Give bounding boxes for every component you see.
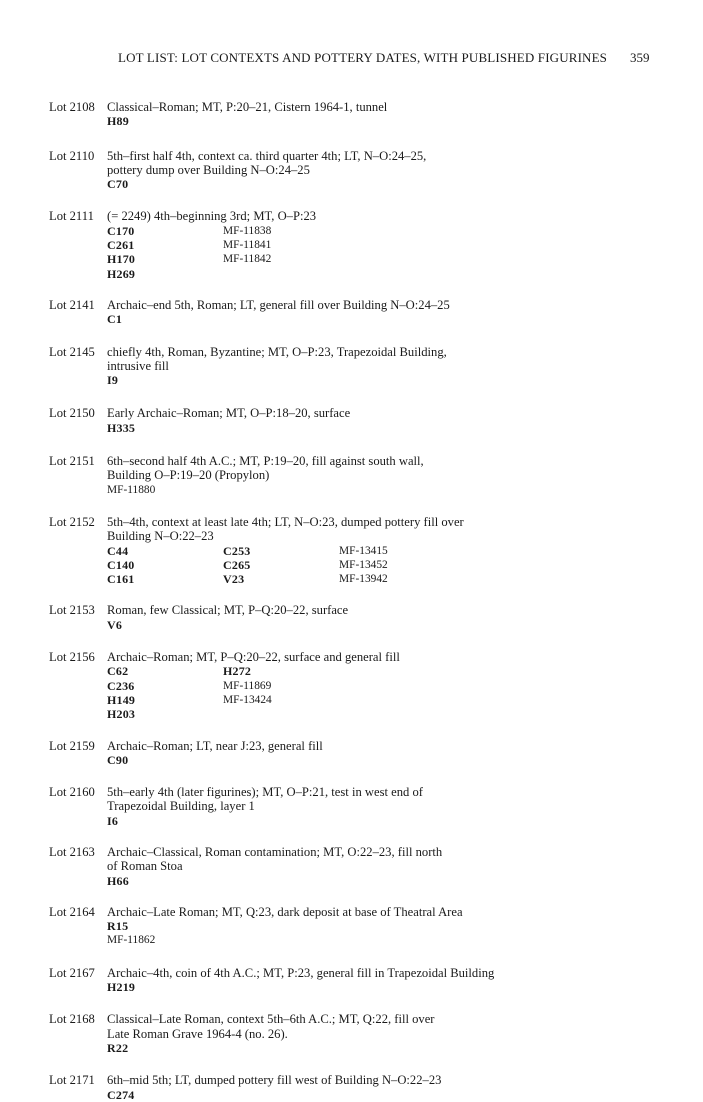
running-header	[0, 50, 703, 70]
lot-body	[107, 345, 507, 388]
lot-number: Lot 2111	[49, 209, 94, 224]
lot-body	[107, 650, 507, 721]
mf-inventory-number: MF-11842	[223, 253, 272, 266]
lot-body	[107, 603, 507, 632]
lot-entry	[0, 785, 703, 828]
lot-description-line: Archaic–Late Roman; MT, Q:23, dark deposit at base of Theatral Area	[107, 904, 463, 919]
mf-inventory-number: MF-11869	[223, 679, 272, 692]
figurine-list	[107, 919, 507, 948]
lot-entry	[0, 345, 703, 388]
figurine-catalog-number: C140	[107, 557, 135, 572]
mf-inventory-number: MF-13424	[223, 693, 272, 706]
figurine-list	[107, 224, 507, 281]
lot-number: Lot 2153	[49, 603, 95, 618]
mf-inventory-number: MF-13942	[339, 573, 388, 586]
lot-description-line: Building O–P:19–20 (Propylon)	[107, 468, 270, 483]
figurine-catalog-number: H66	[107, 873, 129, 888]
lot-body	[107, 406, 507, 435]
figurine-catalog-number: I6	[107, 813, 119, 828]
figurine-catalog-number: R15	[107, 919, 129, 934]
lot-number: Lot 2159	[49, 738, 95, 753]
figurine-list	[107, 618, 507, 632]
figurine-catalog-number: C253	[223, 543, 251, 558]
lot-description-line: of Roman Stoa	[107, 859, 183, 874]
lot-description-line: Building N–O:22–23	[107, 529, 214, 544]
figurine-catalog-number: H219	[107, 980, 136, 995]
figurine-catalog-number: H269	[107, 266, 136, 281]
lot-description-line: 5th–4th, context at least late 4th; LT, N–O:23, dumped pottery fill over	[107, 514, 464, 529]
mf-inventory-number: MF-13452	[339, 558, 388, 571]
figurine-catalog-number: C62	[107, 664, 129, 679]
lot-description-line: Classical–Roman; MT, P:20–21, Cistern 1964-1, tunnel	[107, 100, 388, 114]
figurine-catalog-number: C236	[107, 678, 135, 693]
figurine-catalog-number: H203	[107, 707, 136, 722]
page-header-title: LOT LIST: LOT CONTEXTS AND POTTERY DATES, WITH PUBLISHED FIGURINES	[118, 50, 608, 65]
lot-number: Lot 2145	[49, 344, 95, 359]
figurine-catalog-number: C44	[107, 543, 129, 558]
lot-number: Lot 2141	[49, 297, 95, 312]
lot-body	[107, 209, 507, 280]
lot-entry	[0, 209, 703, 280]
lot-description-line: Trapezoidal Building, layer 1	[107, 799, 255, 814]
page-number: 359	[630, 50, 650, 65]
lot-body	[107, 515, 507, 586]
lot-number: Lot 2168	[49, 1012, 95, 1027]
lot-description-line: 6th–second half 4th A.C.; MT, P:19–20, fill against south wall,	[107, 454, 424, 469]
figurine-catalog-number: H89	[107, 114, 129, 129]
lot-description-line: Classical–Late Roman, context 5th–6th A.C.; MT, Q:22, fill over	[107, 1012, 435, 1027]
mf-inventory-number: MF-11862	[107, 934, 156, 947]
figurine-catalog-number: C261	[107, 238, 135, 253]
lot-body	[107, 739, 507, 768]
lot-number: Lot 2163	[49, 844, 95, 859]
lot-description-line: pottery dump over Building N–O:24–25	[107, 162, 310, 177]
lot-description-line: Archaic–Classical, Roman contamination; MT, O:22–23, fill north	[107, 844, 443, 859]
figurine-catalog-number: V6	[107, 617, 123, 632]
figurine-catalog-number: C265	[223, 557, 251, 572]
figurine-catalog-number: C161	[107, 572, 135, 587]
figurine-catalog-number: H170	[107, 252, 136, 267]
lot-description-line: 5th–first half 4th, context ca. third quarter 4th; LT, N–O:24–25,	[107, 148, 427, 163]
lot-body	[107, 966, 507, 995]
lot-body	[107, 1012, 507, 1055]
figurine-list	[107, 1088, 507, 1102]
lot-entry	[0, 603, 703, 632]
lot-description-line: Late Roman Grave 1964-4 (no. 26).	[107, 1026, 288, 1041]
lot-description-line: Early Archaic–Roman; MT, O–P:18–20, surface	[107, 406, 351, 421]
figurine-list	[107, 980, 507, 994]
lot-body	[107, 785, 507, 828]
figurine-list	[107, 664, 507, 721]
lot-description-line: intrusive fill	[107, 358, 169, 373]
figurine-catalog-number: C170	[107, 223, 135, 238]
lot-body	[107, 845, 507, 888]
figurine-catalog-number: C90	[107, 752, 129, 767]
lot-description-line: Archaic–Roman; MT, P–Q:20–22, surface and general fill	[107, 650, 400, 665]
figurine-catalog-number: H149	[107, 692, 136, 707]
figurine-catalog-number: C274	[107, 1087, 135, 1102]
lot-description-line: 6th–mid 5th; LT, dumped pottery fill west of Building N–O:22–23	[107, 1073, 442, 1088]
lot-entry	[0, 149, 703, 192]
lot-number: Lot 2151	[49, 454, 95, 469]
figurine-list	[107, 373, 507, 387]
lot-number: Lot 2150	[49, 406, 95, 421]
mf-inventory-number: MF-11880	[107, 483, 156, 496]
lot-description-line: Archaic–end 5th, Roman; LT, general fill over Building N–O:24–25	[107, 297, 450, 312]
figurine-list	[107, 177, 507, 191]
lot-list	[0, 82, 703, 1102]
lot-description-line: 5th–early 4th (later figurines); MT, O–P:21, test in west end of	[107, 785, 423, 800]
lot-body	[107, 454, 507, 497]
lot-entry	[0, 845, 703, 888]
lot-entry	[0, 739, 703, 768]
lot-body	[107, 100, 507, 129]
lot-number: Lot 2167	[49, 965, 95, 980]
mf-inventory-number: MF-13415	[339, 544, 388, 557]
figurine-catalog-number: H335	[107, 420, 136, 435]
lot-number: Lot 2160	[49, 785, 95, 800]
figurine-list	[107, 753, 507, 767]
lot-body	[107, 905, 507, 948]
figurine-catalog-number: H272	[223, 664, 252, 679]
lot-description-line: (= 2249) 4th–beginning 3rd; MT, O–P:23	[107, 209, 317, 224]
figurine-list	[107, 874, 507, 888]
lot-entry	[0, 650, 703, 721]
lot-body	[107, 149, 507, 192]
lot-body	[107, 298, 507, 327]
lot-number: Lot 2171	[49, 1073, 95, 1088]
lot-description-line: chiefly 4th, Roman, Byzantine; MT, O–P:23, Trapezoidal Building,	[107, 344, 447, 359]
lot-number: Lot 2156	[49, 650, 95, 665]
lot-description-line: Archaic–Roman; LT, near J:23, general fill	[107, 738, 323, 753]
lot-entry	[0, 100, 703, 129]
lot-number: Lot 2152	[49, 514, 95, 529]
figurine-list	[107, 114, 507, 128]
mf-inventory-number: MF-11841	[223, 239, 272, 252]
lot-entry	[0, 905, 703, 948]
lot-description-line: Archaic–4th, coin of 4th A.C.; MT, P:23, general fill in Trapezoidal Building	[107, 965, 495, 980]
mf-inventory-number: MF-11838	[223, 224, 272, 237]
figurine-catalog-number: V23	[223, 572, 245, 587]
lot-entry	[0, 454, 703, 497]
figurine-list	[107, 814, 507, 828]
lot-number: Lot 2108	[49, 100, 95, 114]
lot-number: Lot 2164	[49, 904, 95, 919]
lot-body	[107, 1073, 507, 1102]
lot-entry	[0, 515, 703, 586]
lot-entry	[0, 406, 703, 435]
figurine-list	[107, 483, 507, 497]
lot-entry	[0, 966, 703, 995]
figurine-list	[107, 421, 507, 435]
lot-entry	[0, 298, 703, 327]
figurine-catalog-number: C70	[107, 177, 129, 192]
figurine-catalog-number: R22	[107, 1040, 129, 1055]
lot-description-line: Roman, few Classical; MT, P–Q:20–22, surface	[107, 603, 349, 618]
lot-number: Lot 2110	[49, 148, 95, 163]
figurine-list	[107, 312, 507, 326]
lot-entry	[0, 1012, 703, 1055]
figurine-list	[107, 544, 507, 587]
figurine-catalog-number: C1	[107, 312, 123, 327]
figurine-catalog-number: I9	[107, 373, 119, 388]
lot-entry	[0, 1073, 703, 1102]
figurine-list	[107, 1041, 507, 1055]
